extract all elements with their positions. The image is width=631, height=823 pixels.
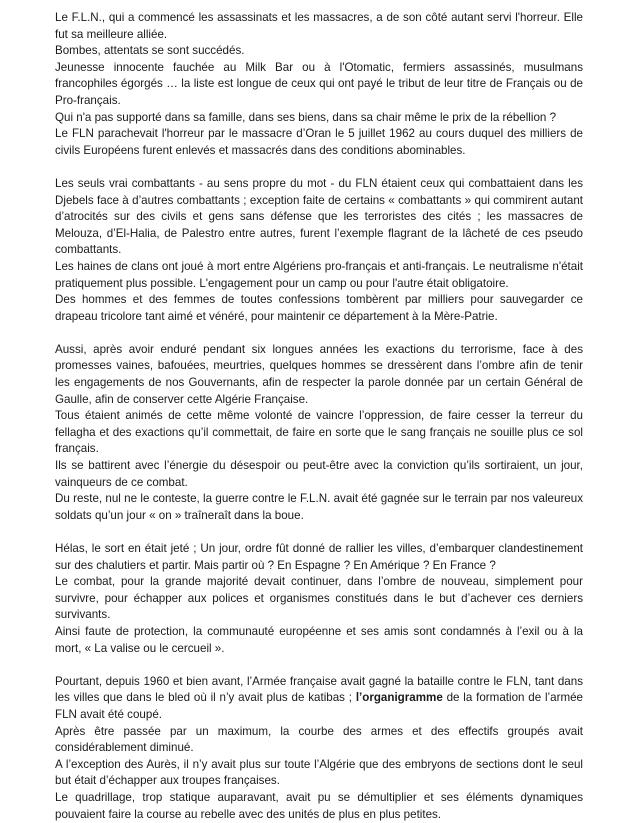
paragraph: Qui n'a pas supporté dans sa famille, dans ses biens, dans sa chair même le prix de la rébellion ? [55,110,557,124]
paragraph-gap [55,657,583,674]
paragraph-text: Pourtant, depuis 1960 et bien avant, l’Armée française avait gagné la bataille contre le FLN, tant dans les villes que dans le bled où il n’y avait plus de katibas ; [55,674,583,705]
paragraph [55,674,583,724]
paragraph: Tous étaient animés de cette même volonté de vaincre l’oppression, de faire cesser la terreur du fellagha et des exactions qu’il commettait, de faire en sorte que le sang français ne souille plus ce sol français. [55,409,583,456]
paragraph: Ils se battirent avec l’énergie du désespoir ou peut-être avec la conviction qu’ils sortiraient, un jour, vainqueurs de ce combat. [55,459,583,489]
paragraph: Les haines de clans ont joué à mort entre Algériens pro-français et anti-français. Le neutralisme n'était pratiquement plus possible. L'engagement pour un camp ou pour l'autre était obligatoire. [55,259,583,290]
document-body [55,10,583,823]
paragraph: Le quadrillage, trop statique auparavant, avait pu se démultiplier et ses éléments dynamiques pouvaient faire la course au rebelle avec des unités de plus en plus petites. [55,790,583,821]
paragraph-gap [55,325,583,342]
paragraph: Bombes, attentats se sont succédés. [55,44,245,58]
paragraph: Après être passée par un maximum, la courbe des armes et des effectifs groupés avait considérablement diminué. [55,724,583,755]
paragraph: Ainsi faute de protection, la communauté européenne et ses amis sont condamnés à l’exil ou à la mort, « La valise ou le cercueil ». [55,624,583,655]
paragraph-text: de la formation de l’armée FLN avait été coupé. [55,691,583,721]
paragraph: Le combat, pour la grande majorité devait continuer, dans l’ombre de nouveau, simplement pour survivre, pour échapper aux polices et organismes constitués dans le but d’achever ces derniers survivants. [55,575,583,622]
paragraph: Les seuls vrai combattants - au sens propre du mot - du FLN étaient ceux qui combattaient dans les Djebels face à d’autres combattants ; exception faite de certains « combattants » qui commirent autant d’atrocités sur des civils et gens sans défense que les terroristes des cités ; les massacres de Melouza, d’El-Halia, de Palestro entre autres, furent l’exemple flagrant de la lâcheté de ces pseudo combattants. [55,176,583,257]
paragraph-gap [55,524,583,541]
paragraph: Le FLN parachevait l'horreur par le massacre d’Oran le 5 juillet 1962 au cours duquel des milliers de civils Européens furent enlevés et massacrés dans des conditions abominables. [55,127,583,157]
paragraph: Hélas, le sort en était jeté ; Un jour, ordre fût donné de rallier les villes, d’embarquer clandestinement sur des chalutiers et partir. Mais partir où ? En Espagne ? En Amérique ? En France ? [55,542,583,572]
paragraph: Le F.L.N., qui a commencé les assassinats et les massacres, a de son côté autant servi l'horreur. Elle fut sa meilleure alliée. [55,11,583,41]
bold-term: l’organigramme [355,691,443,705]
paragraph: Des hommes et des femmes de toutes confessions tombèrent par milliers pour sauvegarder ce drapeau tricolore tant aimé et vénéré, pour maintenir ce département à la Mère-Patrie. [55,293,583,323]
paragraph: Du reste, nul ne le conteste, la guerre contre le F.L.N. avait été gagnée sur le terrain par nos valeureux soldats qu’un jour « on » traîneraît dans la boue. [55,492,583,522]
paragraph: Aussi, après avoir enduré pendant six longues années les exactions du terrorisme, face à des promesses vaines, bafouées, meurtries, quelques hommes se dressèrent dans l’ombre afin de tenir les engagements de nos Gouvernants, afin de respecter la parole donnée par un certain Général de Gaulle, afin de conserver cette Algérie Française. [55,342,583,406]
paragraph: A l’exception des Aurès, il n’y avait plus sur toute l’Algérie que des embryons de sections dont le seul but était d’échapper aux troupes françaises. [55,757,583,788]
paragraph: Jeunesse innocente fauchée au Milk Bar ou à l'Otomatic, fermiers assassinés, musulmans francophiles égorgés … la liste est longue de ceux qui ont payé le tribut de leur titre de Français ou de Pro-français. [55,60,583,107]
paragraph-gap [55,159,583,176]
